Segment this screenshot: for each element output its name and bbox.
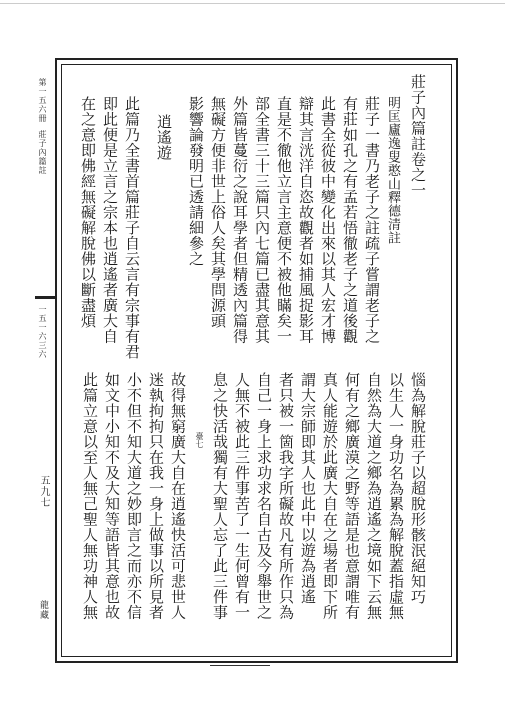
page-number-label: 五九七 (38, 475, 49, 508)
text-column: 有莊如孔之有孟若悟徹老子之道後觀 (341, 96, 359, 344)
text-column: 惱為解脫莊子以超脫形骸泯絕知巧 (409, 372, 427, 605)
text-column: 影響論發明已透請細參之 (187, 96, 205, 267)
text-column: 即此便是立言之宗本也逍遙者廣大自 (101, 96, 119, 344)
margin-mark (35, 296, 57, 299)
text-column: 人無不被此三件事苦了一生何曾有一 (233, 372, 251, 620)
footer-rule (210, 665, 270, 666)
chapter-title: 莊子內篇註卷之一 (409, 74, 427, 198)
text-column: 無礙方便非世上俗人矣其學問源頭 (209, 96, 227, 329)
text-column: 莊子一書乃老子之註疏子嘗謂老子之 (363, 96, 381, 344)
text-column: 故得無窮廣大自在逍遙快活可悲世人 (169, 372, 187, 620)
text-column: 此篇乃全書首篇莊子自云言有宗事有君 (123, 96, 141, 360)
section-title: 逍遙遊 (155, 114, 173, 161)
scan-top-edge (0, 3, 505, 4)
text-column: 小不但不知大道之妙即言之而亦不信 (125, 372, 143, 620)
text-column: 此篇立意以至人無己聖人無功神人無 (81, 372, 99, 620)
text-column: 真人能遊於此廣大自在之場者即下所 (321, 372, 339, 620)
book-label: 莊子內篇註 (38, 130, 47, 175)
text-column: 謂大宗師即其人也此中以遊為逍遙 (299, 372, 317, 605)
text-column: 此書全從彼中變化出來以其人宏才博 (319, 96, 337, 344)
text-column: 部全書三十三篇只內七篇已盡其意其 (253, 96, 271, 344)
text-column: 何有之鄉廣漠之野等語是也意謂唯有 (343, 372, 361, 620)
volume-label: 第一五六冊 (38, 78, 47, 123)
author-line: 明匡廬逸叟憨山釋德清註 (385, 96, 400, 245)
text-column: 直是不徹他立言主意便不被他瞞矣一 (275, 96, 293, 344)
text-column: 如文中小知不及大知等語皆其意也故 (103, 372, 121, 620)
text-column: 辯其言洸洋自恣故觀者如捕風捉影耳 (297, 96, 315, 344)
text-column: 自己一身上求功求名自古及今舉世之 (255, 372, 273, 620)
text-column: 息之快活哉獨有大聖人忘了此三件事 (211, 372, 229, 620)
text-column: 在之意即佛經無礙解脫佛以斷盡煩 (79, 96, 97, 329)
page-code-label: 一五一六三六 (38, 305, 47, 359)
text-column: 迷執拘拘只在我一身上做事以所見者 (147, 372, 165, 620)
text-column: 外篇皆蔓衍之說耳學者但精透內篇得 (231, 96, 249, 344)
text-column: 自然為大道之鄉為逍遙之境如下云無 (365, 372, 383, 620)
text-column: 以生人一身功名為累為解脫蓋指虛無 (387, 372, 405, 620)
fold-note: 臺七 (195, 432, 204, 448)
text-column: 者只被一箇我字所礙故凡有所作只為 (277, 372, 295, 620)
footer-label: 龍藏 (38, 600, 48, 620)
